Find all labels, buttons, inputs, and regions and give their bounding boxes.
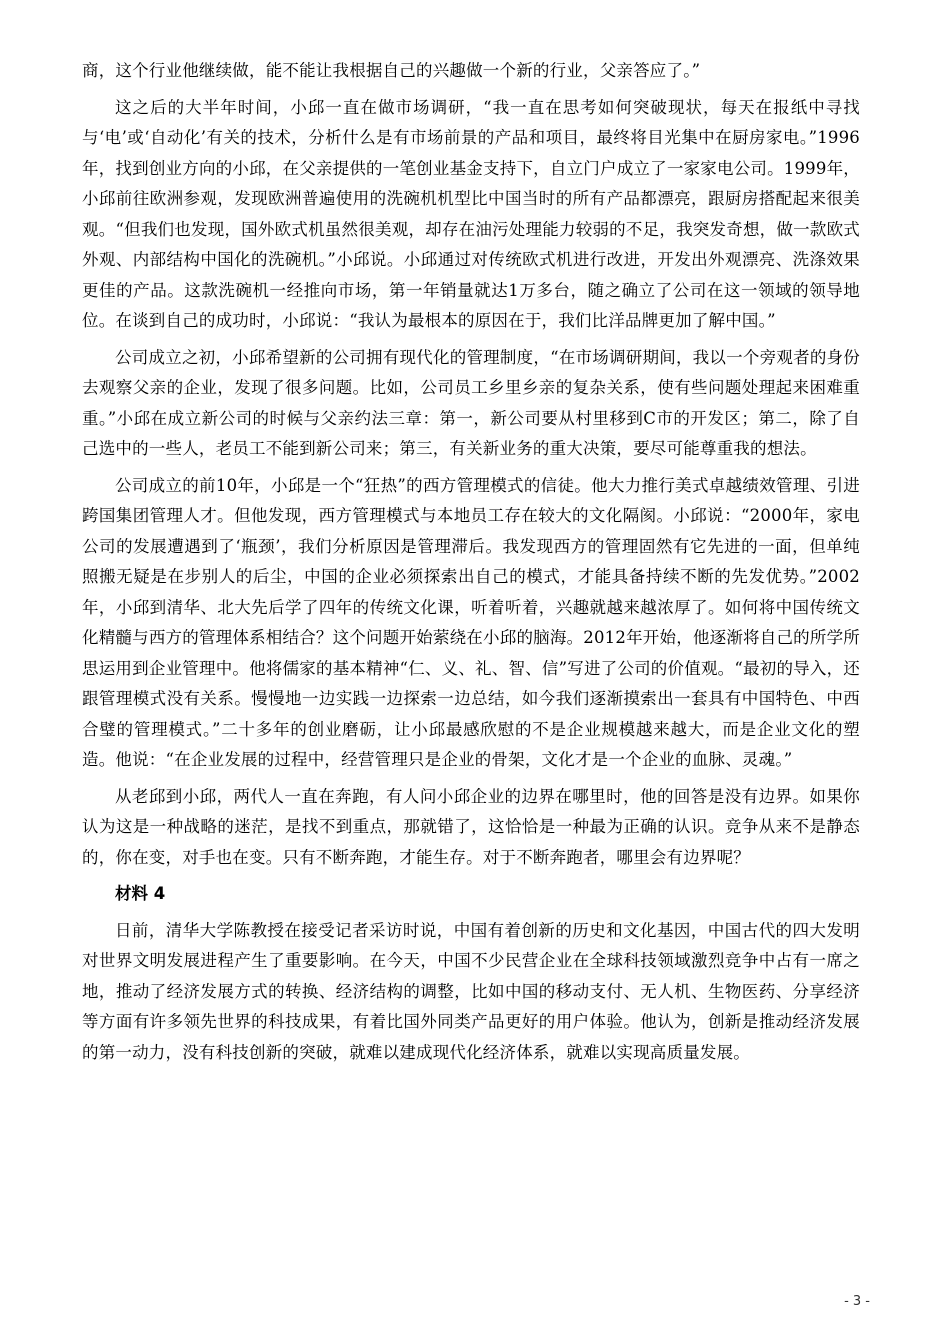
page-number: - 3 - [844,1294,870,1309]
section-heading: 材料 4 [115,884,166,903]
document-body [82,56,860,1074]
paragraph-3: 公司成立之初，小邱希望新的公司拥有现代化的管理制度，“在市场调研期间，我以一个旁观者的身份去观察父亲的企业，发现了很多问题。比如，公司员工乡里乡亲的复杂关系，使有些问题处理起来困难重重。”小邱在成立新公司的时候与父亲约法三章：第一，新公司要从村里移到C市的开发区；第二，除了自己选中的一些人，老员工不能到新公司来；第三，有关新业务的重大决策，要尽可能尊重我的想法。 [82,347,860,458]
section-paragraph: 日前，清华大学陈教授在接受记者采访时说，中国有着创新的历史和文化基因，中国古代的四大发明对世界文明发展进程产生了重要影响。在今天，中国不少民营企业在全球科技领域激烈竞争中占有一席之地，推动了经济发展方式的转换、经济结构的调整，比如中国的移动支付、无人机、生物医药、分享经济等方面有许多领先世界的科技成果，有着比国外同类产品更好的用户体验。他认为，创新是推动经济发展的第一动力，没有科技创新的突破，就难以建成现代化经济体系，就难以实现高质量发展。 [82,920,860,1062]
paragraph-4: 公司成立的前10年，小邱是一个“狂热”的西方管理模式的信徒。他大力推行美式卓越绩效管理、引进跨国集团管理人才。但他发现，西方管理模式与本地员工存在较大的文化隔阂。小邱说：“2000年，家电公司的发展遭遇到了‘瓶颈’，我们分析原因是管理滞后。我发现西方的管理固然有它先进的一面，但单纯照搬无疑是在步别人的后尘，中国的企业必须探索出自己的模式，才能具备持续不断的先发优势。”2002年，小邱到清华、北大先后学了四年的传统文化课，听着听着，兴趣就越来越浓厚了。如何将中国传统文化精髓与西方的管理体系相结合？这个问题开始萦绕在小邱的脑海。2012年开始，他逐渐将自己的所学所思运用到企业管理中。他将儒家的基本精神“仁、义、礼、智、信”写进了公司的价值观。“最初的导入，还跟管理模式没有关系。慢慢地一边实践一边探索一边总结，如今我们逐渐摸索出一套具有中国特色、中西合璧的管理模式。”二十多年的创业磨砺，让小邱最感欣慰的不是企业规模越来越大，而是企业文化的塑造。他说：“在企业发展的过程中，经营管理只是企业的骨架，文化才是一个企业的血脉、灵魂。” [82,475,860,769]
paragraph-5: 从老邱到小邱，两代人一直在奔跑，有人问小邱企业的边界在哪里时，他的回答是没有边界。如果你认为这是一种战略的迷茫，是找不到重点，那就错了，这恰恰是一种最为正确的认识。竞争从来不是静态的，你在变，对手也在变。只有不断奔跑，才能生存。对于不断奔跑者，哪里会有边界呢？ [82,786,860,867]
paragraph-1: 商，这个行业他继续做，能不能让我根据自己的兴趣做一个新的行业，父亲答应了。” [82,61,701,80]
paragraph-2: 这之后的大半年时间，小邱一直在做市场调研，“我一直在思考如何突破现状，每天在报纸中寻找与‘电’或‘自动化’有关的技术，分析什么是有市场前景的产品和项目，最终将目光集中在厨房家电。”1996年，找到创业方向的小邱，在父亲提供的一笔创业基金支持下，自立门户成立了一家家电公司。1999年，小邱前往欧洲参观，发现欧洲普遍使用的洗碗机机型比中国当时的所有产品都漂亮，跟厨房搭配起来很美观。“但我们也发现，国外欧式机虽然很美观，却存在油污处理能力较弱的不足，我突发奇想，做一款欧式外观、内部结构中国化的洗碗机。”小邱说。小邱通过对传统欧式机进行改进，开发出外观漂亮、洗涤效果更佳的产品。这款洗碗机一经推向市场，第一年销量就达1万多台，随之确立了公司在这一领域的领导地位。在谈到自己的成功时，小邱说：“我认为最根本的原因在于，我们比洋品牌更加了解中国。” [82,97,860,330]
